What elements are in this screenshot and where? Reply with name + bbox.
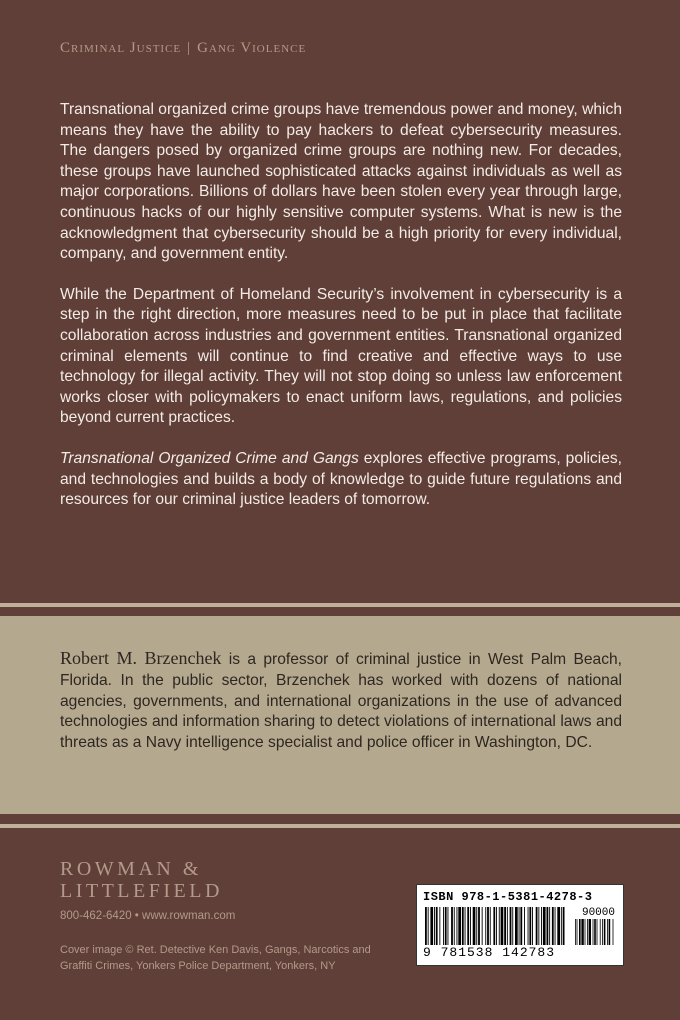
category-label: Criminal Justice	[60, 40, 182, 56]
barcode-digits: 9 781538 142783	[423, 945, 556, 960]
isbn-barcode	[416, 884, 624, 966]
publisher-line-1: ROWMAN &	[60, 858, 202, 880]
blurb-paragraph-1: Transnational organized crime groups have tremendous power and money, which means they have the ability to pay hackers to defeat cybersecurity measures. The dangers posed by organized crime groups are nothing new. For decades, these groups have launched sophisticated attacks against individuals as well as major corporations. Billions of dollars have been stolen every year through large, continuous hacks of our highly sensitive computer systems. What is new is the acknowledgment that cybersecurity should be a high priority for every individual, company, and government entity.	[60, 101, 622, 263]
header-separator: |	[187, 40, 192, 56]
price-code: 90000	[581, 907, 615, 919]
publisher-line-2: LITTLEFIELD	[60, 880, 223, 902]
top-divider-rule	[0, 603, 680, 607]
blurb-paragraph-3-text: explores effective programs, policies, and technologies and builds a body of knowledge to guide future regulations and resources for our criminal justice leaders of tomorrow.	[60, 449, 622, 509]
subcategory-label: Gang Violence	[197, 40, 307, 56]
cover-image-credit: Cover image © Ret. Detective Ken Davis, Gangs, Narcotics and Graffiti Crimes, Yonkers Police Department, Yonkers, NY	[60, 944, 371, 972]
publisher-logo	[60, 858, 223, 902]
author-bio	[60, 648, 622, 754]
blurb-paragraph-2: While the Department of Homeland Security’s involvement in cybersecurity is a step in the right direction, more measures need to be put in place that facilitate collaboration across industries and government entities. Transnational organized criminal elements will continue to find creative and effective ways to use technology for illegal activity. They will not stop doing so unless law enforcement works closer with policymakers to enact uniform laws, regulations, and policies beyond current practices.	[60, 285, 622, 427]
bottom-divider-rule	[0, 824, 680, 828]
series-header	[60, 40, 306, 57]
back-cover-blurb	[60, 100, 622, 531]
book-title: Transnational Organized Crime and Gangs	[60, 449, 359, 467]
blurb-paragraph-3	[60, 449, 622, 511]
author-bio-text: is a professor of criminal justice in West Palm Beach, Florida. In the public sector, Brzenchek has worked with dozens of national agencies, governments, and international organizations in the use of advanced technologies and information sharing to detect violations of international laws and threats as a Navy intelligence specialist and police officer in Washington, DC.	[60, 651, 622, 752]
isbn-label: ISBN 978-1-5381-4278-3	[423, 890, 593, 904]
author-name: Robert M. Brzenchek	[60, 648, 222, 668]
barcode-bars	[425, 907, 615, 945]
publisher-contact: 800-462-6420 • www.rowman.com	[60, 910, 236, 922]
